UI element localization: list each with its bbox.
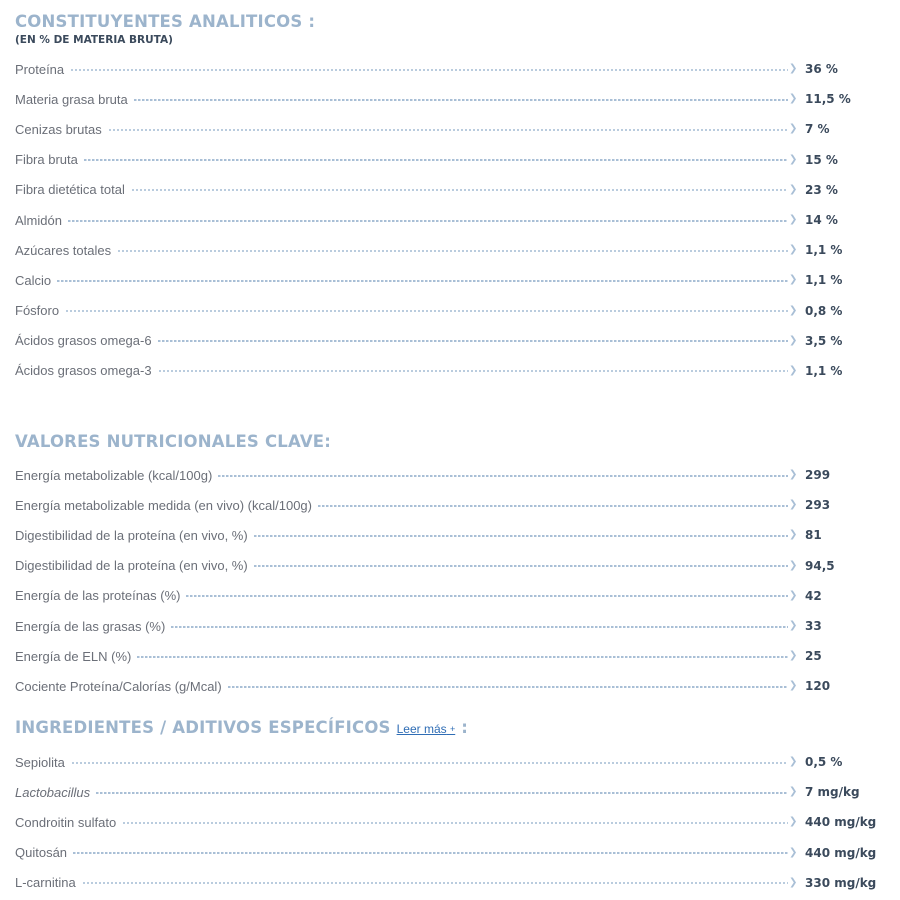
list-item [15, 671, 890, 701]
item-value: 7 % [805, 122, 830, 137]
item-value: 293 [805, 498, 831, 513]
chevron-right-icon: ❯ [789, 304, 798, 316]
chevron-right-icon: ❯ [789, 334, 798, 346]
read-more-link[interactable] [397, 722, 456, 736]
list-item [15, 490, 890, 520]
chevron-right-icon: ❯ [789, 559, 798, 571]
dotted-leader [131, 189, 788, 191]
list-item [15, 868, 890, 898]
dotted-leader [68, 220, 788, 222]
chevron-right-icon: ❯ [789, 650, 798, 662]
list-item [15, 205, 890, 235]
chevron-right-icon: ❯ [789, 274, 798, 286]
chevron-right-icon: ❯ [789, 93, 798, 105]
item-label: Energía de ELN (%) [15, 648, 132, 664]
chevron-right-icon: ❯ [789, 620, 798, 632]
item-value: 81 [805, 528, 822, 543]
list-item [15, 265, 890, 295]
item-value: 25 [805, 649, 822, 664]
chevron-right-icon: ❯ [789, 214, 798, 226]
dotted-leader [57, 280, 788, 282]
item-label: Ácidos grasos omega-3 [15, 363, 152, 379]
item-label: Energía de las proteínas (%) [15, 588, 181, 604]
list-item [15, 326, 890, 356]
chevron-right-icon: ❯ [789, 469, 798, 481]
dotted-leader [65, 310, 788, 312]
list-item [15, 551, 890, 581]
item-label: Calcio [15, 272, 52, 288]
list-item [15, 356, 890, 386]
list-item [15, 114, 890, 144]
dotted-leader [82, 882, 788, 884]
dotted-leader [171, 626, 788, 628]
item-value: 14 % [805, 213, 838, 228]
chevron-right-icon: ❯ [789, 123, 798, 135]
item-value: 7 mg/kg [805, 785, 860, 800]
item-label: Fósforo [15, 303, 60, 319]
item-label: Quitosán [15, 845, 68, 861]
item-value: 330 mg/kg [805, 875, 877, 890]
list-item [15, 807, 890, 837]
ingredients-title-line [15, 718, 890, 739]
analytic-constituents-title: CONSTITUYENTES ANALITICOS : [15, 12, 316, 31]
item-label: Fibra dietética total [15, 182, 125, 198]
dotted-leader [71, 762, 788, 764]
item-label: Proteína [15, 61, 65, 77]
item-label: Azúcares totales [15, 242, 112, 258]
ingredients-section [15, 718, 890, 898]
chevron-right-icon: ❯ [789, 529, 798, 541]
item-label: Energía de las grasas (%) [15, 618, 166, 634]
dotted-leader [254, 565, 788, 567]
item-value: 33 [805, 619, 822, 634]
item-value: 299 [805, 468, 831, 483]
item-label: Lactobacillus [15, 784, 91, 800]
dotted-leader [228, 686, 788, 688]
ingredients-title-colon: : [461, 718, 468, 737]
list-item [15, 641, 890, 671]
chevron-right-icon: ❯ [789, 153, 798, 165]
item-value: 94,5 [805, 558, 835, 573]
dotted-leader [73, 852, 788, 854]
list-item [15, 520, 890, 550]
chevron-right-icon: ❯ [789, 183, 798, 195]
analytic-constituents-section [15, 12, 890, 386]
item-label: Almidón [15, 212, 62, 228]
chevron-right-icon: ❯ [789, 244, 798, 256]
chevron-right-icon: ❯ [789, 589, 798, 601]
item-value: 440 mg/kg [805, 845, 877, 860]
chevron-right-icon: ❯ [789, 499, 798, 511]
item-value: 1,1 % [805, 273, 843, 288]
item-label: Ácidos grasos omega-6 [15, 333, 152, 349]
analytic-constituents-subtitle: (EN % DE MATERIA BRUTA) [15, 34, 173, 46]
item-value: 1,1 % [805, 243, 843, 258]
list-item [15, 747, 890, 777]
dotted-leader [117, 250, 788, 252]
item-label: Fibra bruta [15, 152, 78, 168]
list-item [15, 611, 890, 641]
item-label: Energía metabolizable (kcal/100g) [15, 467, 213, 483]
item-value: 11,5 % [805, 92, 851, 107]
list-item [15, 581, 890, 611]
list-item [15, 175, 890, 205]
item-value: 120 [805, 679, 831, 694]
dotted-leader [158, 370, 788, 372]
dotted-leader [158, 340, 788, 342]
item-value: 0,5 % [805, 755, 843, 770]
ingredients-rows [15, 747, 890, 898]
dotted-leader [186, 595, 788, 597]
list-item [15, 235, 890, 265]
item-label: Digestibilidad de la proteína (en vivo, %) [15, 558, 248, 574]
item-label: Cociente Proteína/Calorías (g/Mcal) [15, 678, 222, 694]
item-label: Digestibilidad de la proteína (en vivo, %) [15, 527, 248, 543]
chevron-right-icon: ❯ [789, 63, 798, 75]
read-more-label: Leer más [396, 722, 447, 736]
dotted-leader [122, 822, 788, 824]
item-label: L-carnitina [15, 875, 76, 891]
item-label: Cenizas brutas [15, 121, 102, 137]
dotted-leader [70, 69, 788, 71]
item-label: Sepiolita [15, 754, 65, 770]
item-value: 3,5 % [805, 333, 843, 348]
item-value: 440 mg/kg [805, 815, 877, 830]
chevron-right-icon: ❯ [789, 680, 798, 692]
chevron-right-icon: ❯ [789, 786, 798, 798]
list-item [15, 54, 890, 84]
chevron-right-icon: ❯ [789, 846, 798, 858]
list-item [15, 145, 890, 175]
item-label: Materia grasa bruta [15, 91, 128, 107]
dotted-leader [254, 535, 788, 537]
item-label: Condroitin sulfato [15, 814, 117, 830]
dotted-leader [218, 475, 788, 477]
dotted-leader [108, 129, 788, 131]
chevron-right-icon: ❯ [789, 756, 798, 768]
list-item [15, 838, 890, 868]
ingredients-title: INGREDIENTES / ADITIVOS ESPECÍFICOS [15, 718, 391, 737]
item-value: 1,1 % [805, 363, 843, 378]
list-item [15, 777, 890, 807]
chevron-right-icon: ❯ [789, 364, 798, 376]
list-item [15, 296, 890, 326]
nutritional-rows [15, 460, 890, 702]
nutritional-values-title: VALORES NUTRICIONALES CLAVE: [15, 432, 332, 451]
item-value: 36 % [805, 62, 838, 77]
list-item [15, 84, 890, 114]
chevron-right-icon: ❯ [789, 876, 798, 888]
item-value: 42 [805, 588, 822, 603]
dotted-leader [318, 505, 788, 507]
list-item [15, 460, 890, 490]
item-value: 23 % [805, 182, 838, 197]
plus-icon: + [449, 724, 456, 734]
dotted-leader [84, 159, 788, 161]
chevron-right-icon: ❯ [789, 816, 798, 828]
dotted-leader [137, 656, 788, 658]
item-value: 15 % [805, 152, 838, 167]
analytic-rows [15, 54, 890, 386]
item-value: 0,8 % [805, 303, 843, 318]
nutritional-values-section [15, 432, 890, 702]
dotted-leader [134, 99, 788, 101]
item-label: Energía metabolizable medida (en vivo) (kcal/100g) [15, 497, 312, 513]
dotted-leader [96, 792, 788, 794]
